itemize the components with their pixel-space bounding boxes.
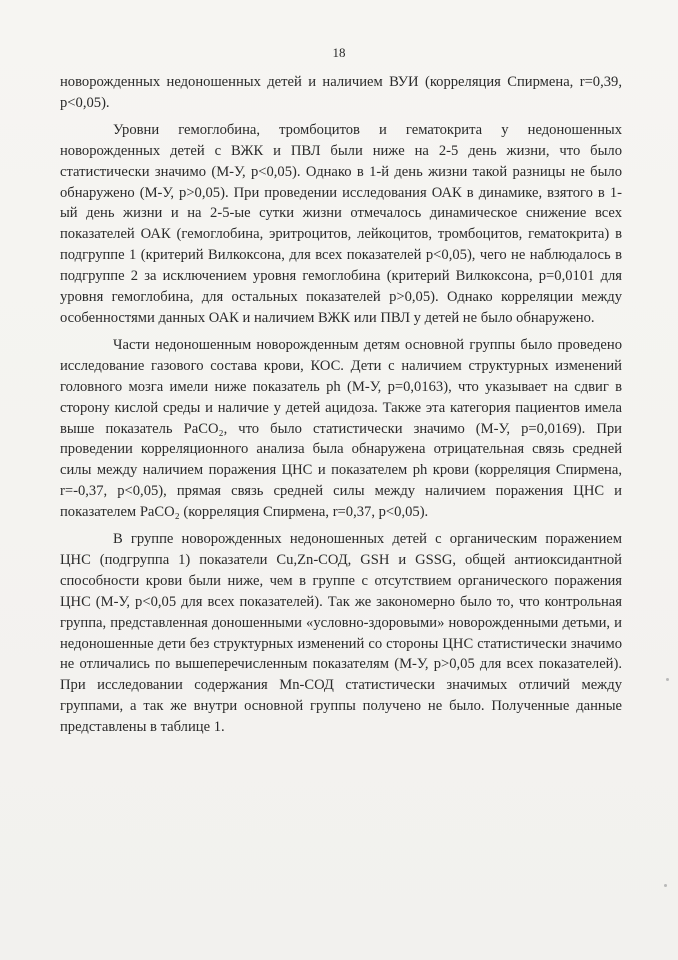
paragraph-blood-gas: Части недоношенным новорожденным детям основной группы было проведено исследование газового состава крови, КОС. Дети с наличием структурных изменений головного мозга имели ниже показатель ph (М-У, р=0,0163), что указывает на сдвиг в сторону кислой среды и наличие у детей ацидоза. Также эта категория пациентов имела выше показатель PaCO₂, что было статистически значимо (М-У, р=0,0169). При проведении корреляционного анализа была обнаружена отрицательная связь средней силы между наличием поражения ЦНС и показателем ph крови (корреляция Спирмена, r=-0,37, р<0,05), прямая связь средней силы между наличием поражения ЦНС и показателем PaCO₂ (корреляция Спирмена, r=0,37, р<0,05). [60,336,622,521]
paragraph-antioxidant: В группе новорожденных недоношенных детей с органическим поражением ЦНС (подгруппа 1) показатели Cu,Zn-СОД, GSH и GSSG, общей антиоксидантной способности крови были ниже, чем в группе с отсутствием органического поражения ЦНС (М-У, р<0,05 для всех показателей). Так же закономерно было то, что контрольная группа, представленная доношенными «условно-здоровыми» новорожденными детьми, и недоношенные дети без структурных изменений со стороны ЦНС статистически значимо не отличались по вышеперечисленным показателям (М-У, р>0,05 для всех показателей). При исследовании содержания Mn-СОД статистически значимых отличий между группами, а так же внутри основной группы получено не было. Полученные данные представлены в таблице 1. [60,531,622,736]
body-text [60,72,622,738]
scan-speck [664,884,667,887]
scan-speck [666,678,669,681]
paragraph-continuation: новорожденных недоношенных детей и наличием ВУИ (корреляция Спирмена, r=0,39, p<0,05). [60,74,622,111]
page-number: 18 [332,45,346,60]
paragraph-blood-count: Уровни гемоглобина, тромбоцитов и гематокрита у недоношенных новорожденных детей с ВЖК и ПВЛ были ниже на 2-5 день жизни, что было статистически значимо (М-У, р<0,05). Однако в 1-й день жизни такой разницы не было обнаружено (М-У, р>0,05). При проведении исследования ОАК в динамике, взятого в 1-ый день жизни и на 2-5-ые сутки жизни отмечалось динамическое снижение всех показателей ОАК (гемоглобина, эритроцитов, лейкоцитов, тромбоцитов, гематокрита) в подгруппе 1 (критерий Вилкоксона, для всех показателей р<0,05), чего не наблюдалось в подгруппе 2 за исключением уровня гемоглобина (критерий Вилкоксона, р=0,0101 для уровня гемоглобина, для остальных показателей р>0,05). Однако корреляции между особенностями данных ОАК и наличием ВЖК или ПВЛ у детей не было обнаружено. [60,121,622,326]
